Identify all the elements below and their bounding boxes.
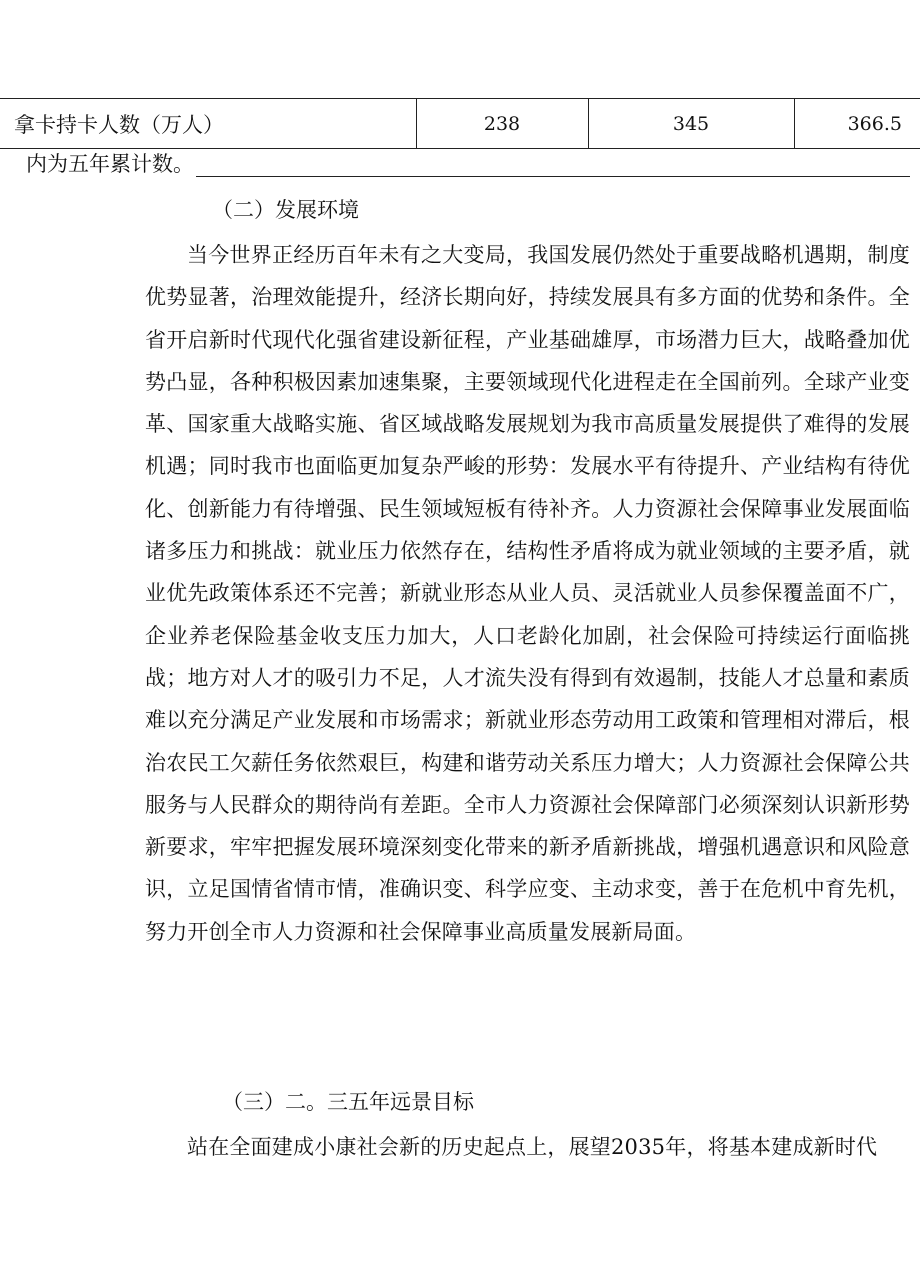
row-label: 拿卡持卡人数（万人）	[0, 99, 416, 149]
cell-value: 366.5	[794, 99, 920, 149]
table-row	[0, 99, 920, 149]
table-footnote: 内为五年累计数。	[26, 152, 194, 176]
indicator-table-fragment	[0, 98, 920, 149]
cell-value: 345	[588, 99, 794, 149]
section-heading-development-environment: （二）发展环境	[212, 198, 359, 222]
body-paragraph: 站在全面建成小康社会新的历史起点上，展望2035年，将基本建成新时代	[187, 1135, 878, 1159]
indicator-table	[0, 98, 920, 149]
footnote-divider	[196, 176, 910, 177]
body-paragraph: 当今世界正经历百年未有之大变局，我国发展仍然处于重要战略机遇期，制度优势显著，治理效能提升，经济长期向好，持续发展具有多方面的优势和条件。全省开启新时代现代化强省建设新征程，产业基础雄厚，市场潜力巨大，战略叠加优势凸显，各种积极因素加速集聚，主要领域现代化进程走在全国前列。全球产业变革、国家重大战略实施、省区域战略发展规划为我市高质量发展提供了难得的发展机遇；同时我市也面临更加复杂严峻的形势：发展水平有待提升、产业结构有待优化、创新能力有待增强、民生领域短板有待补齐。人力资源社会保障事业发展面临诸多压力和挑战：就业压力依然存在，结构性矛盾将成为就业领域的主要矛盾，就业优先政策体系还不完善；新就业形态从业人员、灵活就业人员参保覆盖面不广，企业养老保险基金收支压力加大，人口老龄化加剧，社会保险可持续运行面临挑战；地方对人才的吸引力不足，人才流失没有得到有效遏制，技能人才总量和素质难以充分满足产业发展和市场需求；新就业形态劳动用工政策和管理相对滞后，根治农民工欠薪任务依然艰巨，构建和谐劳动关系压力增大；人力资源社会保障公共服务与人民群众的期待尚有差距。全市人力资源社会保障部门必须深刻认识新形势新要求，牢牢把握发展环境深刻变化带来的新矛盾新挑战，增强机遇意识和风险意识，立足国情省情市情，准确识变、科学应变、主动求变，善于在危机中育先机，努力开创全市人力资源和社会保障事业高质量发展新局面。	[145, 243, 910, 944]
section-heading-2035-goals: （三）二。三五年远景目标	[222, 1090, 474, 1114]
cell-value: 238	[416, 99, 588, 149]
